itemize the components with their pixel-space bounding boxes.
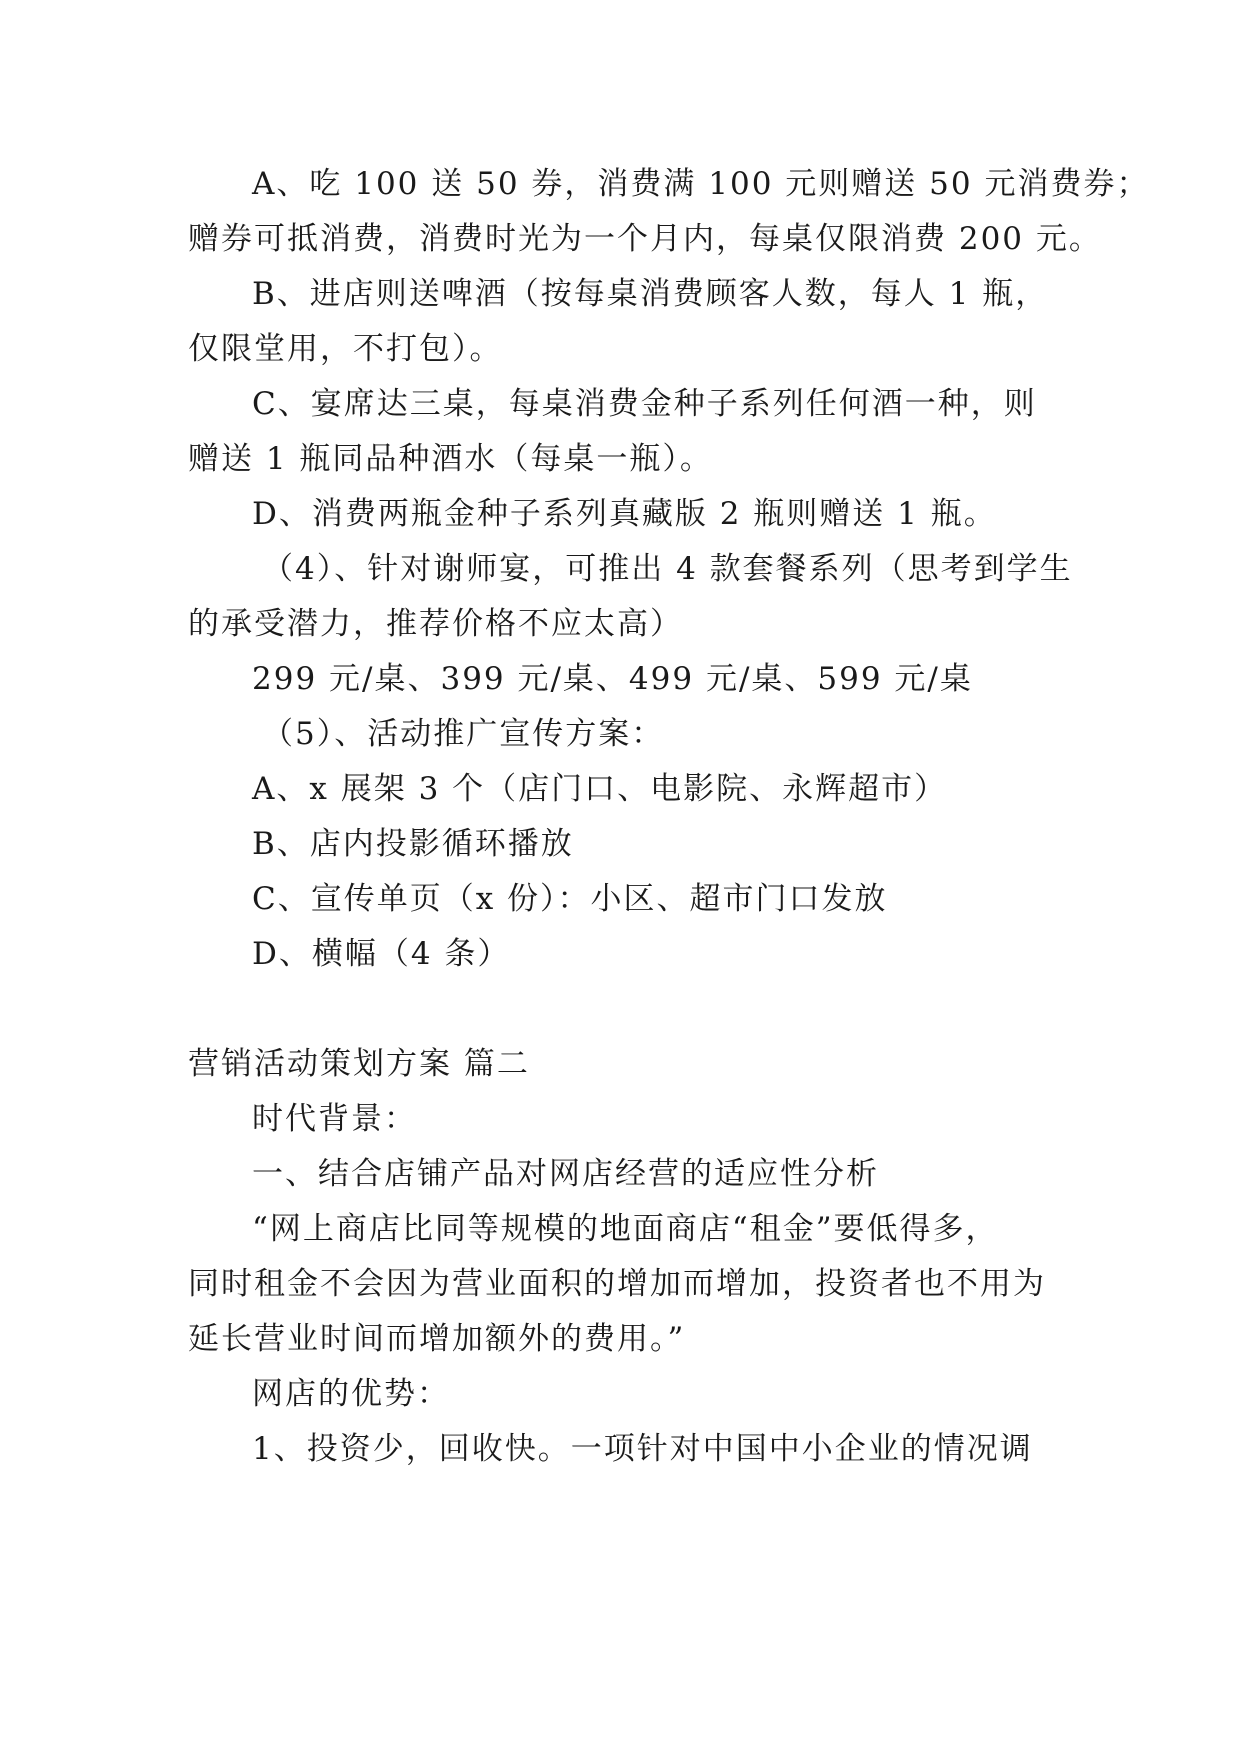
- paragraph-line: 同时租金不会因为营业面积的增加而增加，投资者也不用为: [188, 1266, 1046, 1302]
- paragraph-line: 一、结合店铺产品对网店经营的适应性分析: [252, 1156, 879, 1192]
- paragraph-line: 网店的优势：: [252, 1376, 450, 1412]
- paragraph-line: C、宣传单页（x 份）：小区、超市门口发放: [252, 881, 888, 917]
- paragraph-line: 的承受潜力，推荐价格不应太高）: [188, 606, 683, 642]
- section-heading: 营销活动策划方案 篇二: [188, 1046, 530, 1082]
- paragraph-line: A、x 展架 3 个（店门口、电影院、永辉超市）: [252, 771, 948, 807]
- paragraph-line: 延长营业时间而增加额外的费用。”: [188, 1321, 686, 1357]
- paragraph-line: 赠券可抵消费，消费时光为一个月内，每桌仅限消费 200 元。: [188, 221, 1102, 257]
- paragraph-line: B、进店则送啤酒（按每桌消费顾客人数，每人 1 瓶，: [252, 276, 1049, 312]
- paragraph-line: B、店内投影循环播放: [252, 826, 574, 862]
- paragraph-line: D、横幅（4 条）: [252, 936, 511, 972]
- paragraph-line: 赠送 1 瓶同品种酒水（每桌一瓶）。: [188, 441, 713, 477]
- paragraph-line: C、宴席达三桌，每桌消费金种子系列任何酒一种，则: [252, 386, 1037, 422]
- paragraph-line: 仅限堂用，不打包）。: [188, 331, 503, 367]
- paragraph-line: A、吃 100 送 50 券，消费满 100 元则赠送 50 元消费券；: [252, 166, 1150, 202]
- paragraph-line: D、消费两瓶金种子系列真藏版 2 瓶则赠送 1 瓶。: [252, 496, 997, 532]
- paragraph-line: “网上商店比同等规模的地面商店“租金”要低得多，: [252, 1211, 999, 1247]
- paragraph-line: （4）、针对谢师宴，可推出 4 款套餐系列（思考到学生: [262, 551, 1073, 587]
- paragraph-line: 299 元/桌、399 元/桌、499 元/桌、599 元/桌: [252, 661, 973, 697]
- paragraph-line: 时代背景：: [252, 1101, 417, 1137]
- paragraph-line: 1、投资少，回收快。一项针对中国中小企业的情况调: [252, 1431, 1033, 1467]
- paragraph-line: （5）、活动推广宣传方案：: [262, 716, 665, 752]
